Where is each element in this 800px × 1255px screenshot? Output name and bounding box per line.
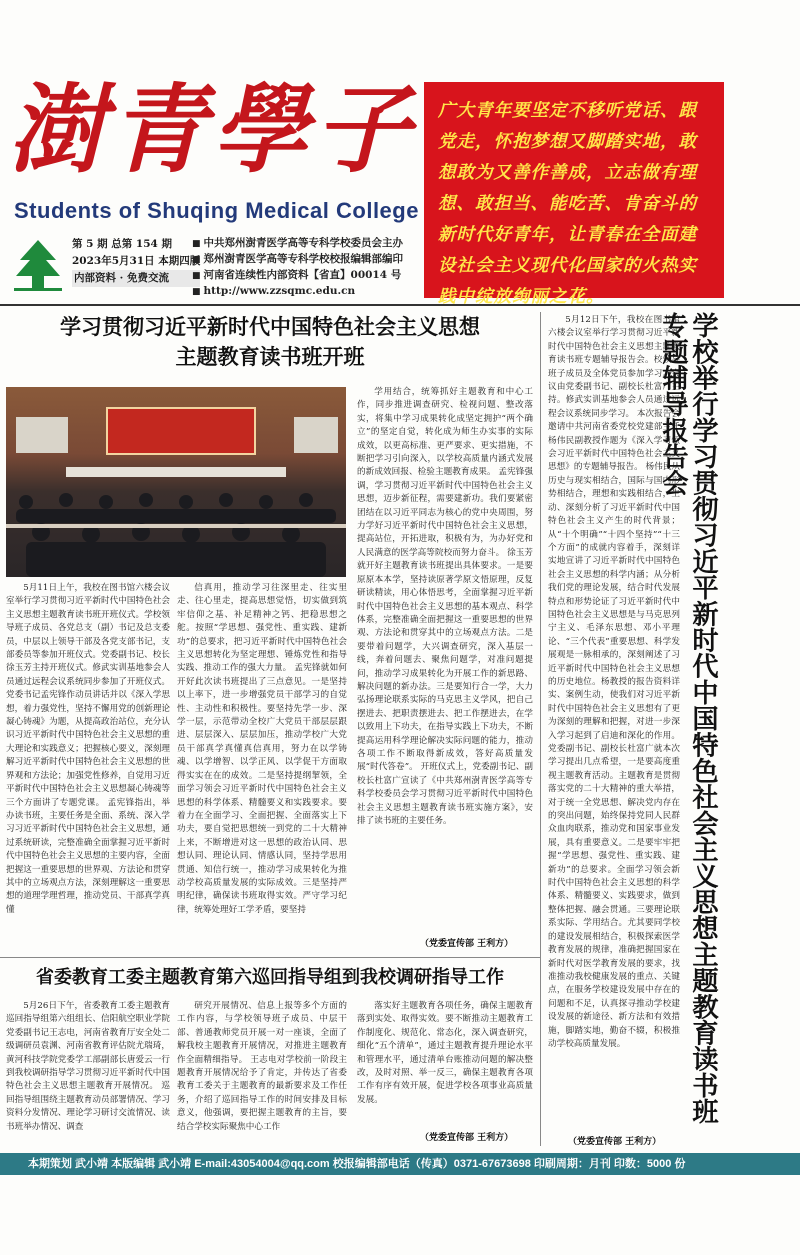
article1-column2-text: 信真用，推动学习往深里走、往实里走、往心里走，提高思想觉悟，切实做到筑牢信仰之基、补足精神之钙、把稳思想之舵。按照“学思想、强党性、重实践、建新功”的总要求，把习近平新时代中国特色社会主义思想转化为坚定理想、锤炼党性和指导实践、推动工作的强大力量。 孟宪锋就如何开好此次读书班提出了三点意见。一是坚持以上率下，进一步增强党员干部学习的自觉性、主动性和积极性。要坚持先学一步、深学一层，示范带动全校广大党员干部层层跟进、层层深入、层层加压，推动学校广大党员干部真学真懂真信真用，努力在以学铸魂、以学增智、以学正风、以学促干方面取得实实在在的成效。二是坚持提纲挈领，全面学习领会习近平新时代中国特色社会主义思想的科学体系、精髓要义和实践要求。要着力在全面学习、全面把握、全面落实上下功夫，要自觉把思想统一到党的二十大精神上来，不断增进对这一思想的政治认同、思想认同、理论认同、情感认同，坚持学思用贯通、知信行统一，推动学习成果转化为推动学校高质量发展的实际成效。三是坚持严明纪律，确保读书班取得实效。严守学习纪律，统筹处理好工学矛盾，要坚持 <box>177 583 347 915</box>
photo-left-screen <box>16 417 68 453</box>
article1-headline <box>0 312 540 372</box>
article3-column-text: 5月12日下午，我校在图书馆六楼会议室举行学习贯彻习近平新时代中国特色社会主义思想主题教育读书班专题辅导报告会。校领导班子成员及全体党员参加学习。会议由党委副书记、副校长杜富广主持。修武实训基地参会人员通过远程会议系统同步学习。 本次报告会邀请中共河南省委党校党建部主任杨伟民副教授作题为《深入学习领会习近平新时代中国特色社会主义思想》的专题辅导报告。 杨伟民从历史与现实相结合，国际与国内形势相结合，理想和实践相结合，生动、深刻分析了习近平新时代中国特色社会主义产生的时代背景；从“十个明确”“十四个坚持”“十三个方面”的成就内容着手，深刻详实地宣讲了习近平新时代中国特色社会主义思想的科学内涵；从分析我们党的理论发展，结合时代发展特点和形势论证了习近平新时代中国特色社会主义思想是与马克思列宁主义、毛泽东思想、邓小平理论、“三个代表”重要思想、科学发展观是一脉相承的，深刻阐述了习近平新时代中国特色社会主义思想的历史地位。杨教授的报告资料详实、案例生动，使我们对习近平新时代中国特色社会主义思想有了更为深刻的理解和把握，对进一步深入学习起到了启迪和深化的作用。 党委副书记、副校长杜富广就本次学习提出几点希望，一是要高度重视主题教育活动。主题教育是贯彻落实党的二十大精神的重大举措，对于统一全党思想、解决党内存在的突出问题，始终保持党同人民群众血肉联系，推动党和国家事业发展，具有重要意义。二是要牢牢把握“学思想、强党性、重实践、建新功”的总要求。全面学习领会新时代中国特色社会主义思想的科学体系、精髓要义、实践要求，做到整体把握、融会贯通。三要理论联系实际、学用结合。尤其要同学校的建设发展相结合，积极探索医学教育发展的规律，准确把握国家在新时代对医学教育发展的要求，找准推动我校健康发展的重点、关键点，在服务学校建设发展中存在的问题和不足，认真探寻推动学校建设发展的新途径、新方法和有效措施，脚踏实地，勤奋不辍，积极推动学校高质量发展。 <box>548 315 680 1049</box>
article2-byline: （党委宣传部 王利方） <box>420 1133 514 1143</box>
article2-column1 <box>6 1000 170 1145</box>
article1-title-line1: 学习贯彻习近平新时代中国特色社会主义思想 <box>60 315 480 339</box>
article2-column1-text: 5月26日下午，省委教育工委主题教育巡回指导组第六组组长、信阳航空职业学院党委副书记王志电，河南省教育厅安全处二级调研员袁渊、河南省教育评估院尤瑞琦，黄河科技学院党委学工部副部长唐爱云一行到我校调研指导学习贯彻习近平新时代中国特色社会主义思想主题教育开展情况。 巡回指导组围绕主题教育动员部署情况、学习资料分发情况、理论学习研讨交流情况、读书班举办情况、调查 <box>6 1001 170 1132</box>
column-divider <box>540 312 541 1146</box>
article2-column3-text: 落实好主题教育各项任务，确保主题教育落到实处、取得实效。要不断推动主题教育工作制度化、规范化、常态化，深入调查研究，细化“五个清单”，通过主题教育提升理论水平和管理水平，通过清单台账推动问题的解决整改，及时对照、举一反三，确保主题教育各项工作有序有效开展，促进学校各项事业高质量发展。 <box>357 1001 533 1105</box>
article3-vertical-headline: 学校举行学习贯彻习近平新时代中国特色社会主义思想主题教育读书班专题辅导报告会 <box>658 312 718 1125</box>
slogan-text: 广大青年要坚定不移听党话、跟党走，怀抱梦想又脚踏实地，敢想敢为又善作善成，立志做有理想、敢担当、能吃苦、肯奋斗的新时代好青年，让青春在全面建设社会主义现代化国家的火热实践中绽放绚丽之花。 <box>438 101 697 307</box>
masthead-english-subtitle: Students of Shuqing Medical College <box>14 198 419 223</box>
masthead-divider <box>0 304 800 306</box>
footer-bar <box>0 1153 800 1175</box>
article2-headline: 省委教育工委主题教育第六巡回指导组到我校调研指导工作 <box>36 967 504 988</box>
photo-stage-banner <box>106 407 256 455</box>
article1-byline: （党委宣传部 王利方） <box>420 939 514 949</box>
footer-text: 本期策划 武小靖 本版编辑 武小靖 E-mail:43054004@qq.com 校报编辑部电话（传真）0371-67673698 印刷周期：月刊 印数：5000 份 <box>28 1158 686 1170</box>
article3-byline: （党委宣传部 王利方） <box>568 1137 662 1147</box>
photo-right-screen <box>294 417 338 453</box>
article1-column1-text: 5月11日上午，我校在图书馆六楼会议室举行学习贯彻习近平新时代中国特色社会主义思想主题教育读书班开班仪式。学校领导班子成员、各党总支（副）书记及总支委员，中层以上领导干部及各党支部书记，支部委员等参加开班仪式。党委副书记、校长徐玉芳主持开班仪式。修武实训基地参会人员通过远程会议系统同步参加了开班仪式。 党委书记孟宪锋作动员讲话并以《深入学思想，着力强党性，坚持不懈用党的创新理论凝心铸魂》为题，从提高政治站位，充分认识习近平新时代中国特色社会主义思想的重大理论和实践意义；把握核心要义，深刻理解习近平新时代中国特色社会主义思想的世界观和方法论；加强党性修养，自觉用习近平新时代中国特色社会主义思想凝心铸魂等三个方面讲了专题党课。 孟宪锋指出，举办读书班，主要任务是全面、系统、深入学习习近平新时代中国特色社会主义思想，通过系统研读，完整准确全面掌握习近平新时代中国特色社会主义思想的主要内容，全面把握这一重要思想的世界观、方法论和贯穿其中的立场观点方法，深刻理解这一重要思想的道理学理哲理，推动党员、干部真学真懂 <box>6 583 170 915</box>
website-line[interactable]: ■ http://www.zzsqmc.edu.cn <box>192 284 403 300</box>
article1-column3-text: 学用结合，统筹抓好主题教育和中心工作，同步推进调查研究、检视问题、整改落实，将集中学习成果转化成坚定拥护“两个确立”的坚定自觉，转化成为师生办实事的实际成效，以更高标准、更严要求、更实措施，不断把学习引向深入，以学校高质量内涵式发展的新成效回报、检验主题教育成果。 孟宪锋强调，学习贯彻习近平新时代中国特色社会主义思想，迈步新征程，需要建新功。我们要紧密团结在以习近平同志为核心的党中央周围，努力学好习近平新时代中国特色社会主义思想，提高站位，开拓进取，积极有为，为办好党和人民满意的医学高等院校而努力奋斗。 徐玉芳就开好主题教育读书班提出具体要求。一是要原原本本学，坚持读原著学原文悟原理，反复研读精读，用心体悟思考，全面掌握习近平新时代中国特色社会主义思想的基本观点、科学体系，完整准确全面把握这一重要思想的世界观、方法论和贯穿其中的立场观点方法。二是要带着问题学，大兴调查研究，深入基层一线，奔着问题去、聚焦问题学，对准问题提问，推动学习成果转化为开展工作的新思路、解决问题的新办法。三是要知行合一学，大力弘扬理论联系实际的马克思主义学风，把自己摆进去、把职责摆进去、把工作摆进去，在学以致用上下功夫，在指导实践上下功夫，不断提高运用科学理论解决实际问题的能力，推动各项工作不断取得新成效，答好高质量发展“时代答卷”。 开班仪式上，党委副书记、副校长杜富广宣读了《中共郑州澍青医学高等专科学校委员会学习贯彻习近平新时代中国特色社会主义思想主题教育读书班实施方案》，安排了读书班的主要任务。 <box>357 387 533 826</box>
article1-title-line2: 主题教育读书班开班 <box>175 345 365 369</box>
article2-column2 <box>177 1000 347 1145</box>
photo-audience <box>6 482 346 577</box>
masthead-title <box>8 70 418 200</box>
editor-line: ■ 郑州澍青医学高等专科学校校报编辑部编印 <box>192 252 403 268</box>
tree-logo-icon <box>10 236 66 292</box>
issue-number: 第 5 期 总第 154 期 <box>72 238 173 250</box>
article-divider <box>0 957 540 958</box>
photo-podium-table <box>66 467 286 477</box>
article2-column2-text: 研究开展情况、信息上报等多个方面的工作内容，与学校领导班子成员、中层干部、普通教师党员开展一对一座谈，全面了解我校主题教育开展情况，对推进主题教育作全面精细指导。 王志电对学校前一阶段主题教育开展情况给予了肯定，并传达了省委教育工委关于主题教育的最新要求及工作任务，介绍了巡回指导工作的时间安排及目标意义，他强调，要把握主题教育的主旨，要结合学校实际聚焦中心工作 <box>177 1001 347 1132</box>
internal-label: 内部资料 · 免费交流 <box>72 270 200 287</box>
article2-column3 <box>357 1000 533 1124</box>
meeting-photo <box>6 387 346 577</box>
issue-info <box>10 232 420 296</box>
article1-column1 <box>6 582 170 956</box>
article1-column3 <box>357 386 533 926</box>
issue-date: 2023年5月31日 本期四版 <box>72 255 201 267</box>
article1-column2 <box>177 582 347 956</box>
slogan-box <box>424 82 724 307</box>
permit-line: ■ 河南省连续性内部资料【省直】00014 号 <box>192 268 403 284</box>
issue-meta <box>72 236 200 287</box>
sponsor-line: ■ 中共郑州澍青医学高等专科学校委员会主办 <box>192 236 403 252</box>
masthead-title-text: 澍青學子 <box>8 73 416 186</box>
publisher-info <box>192 236 403 300</box>
